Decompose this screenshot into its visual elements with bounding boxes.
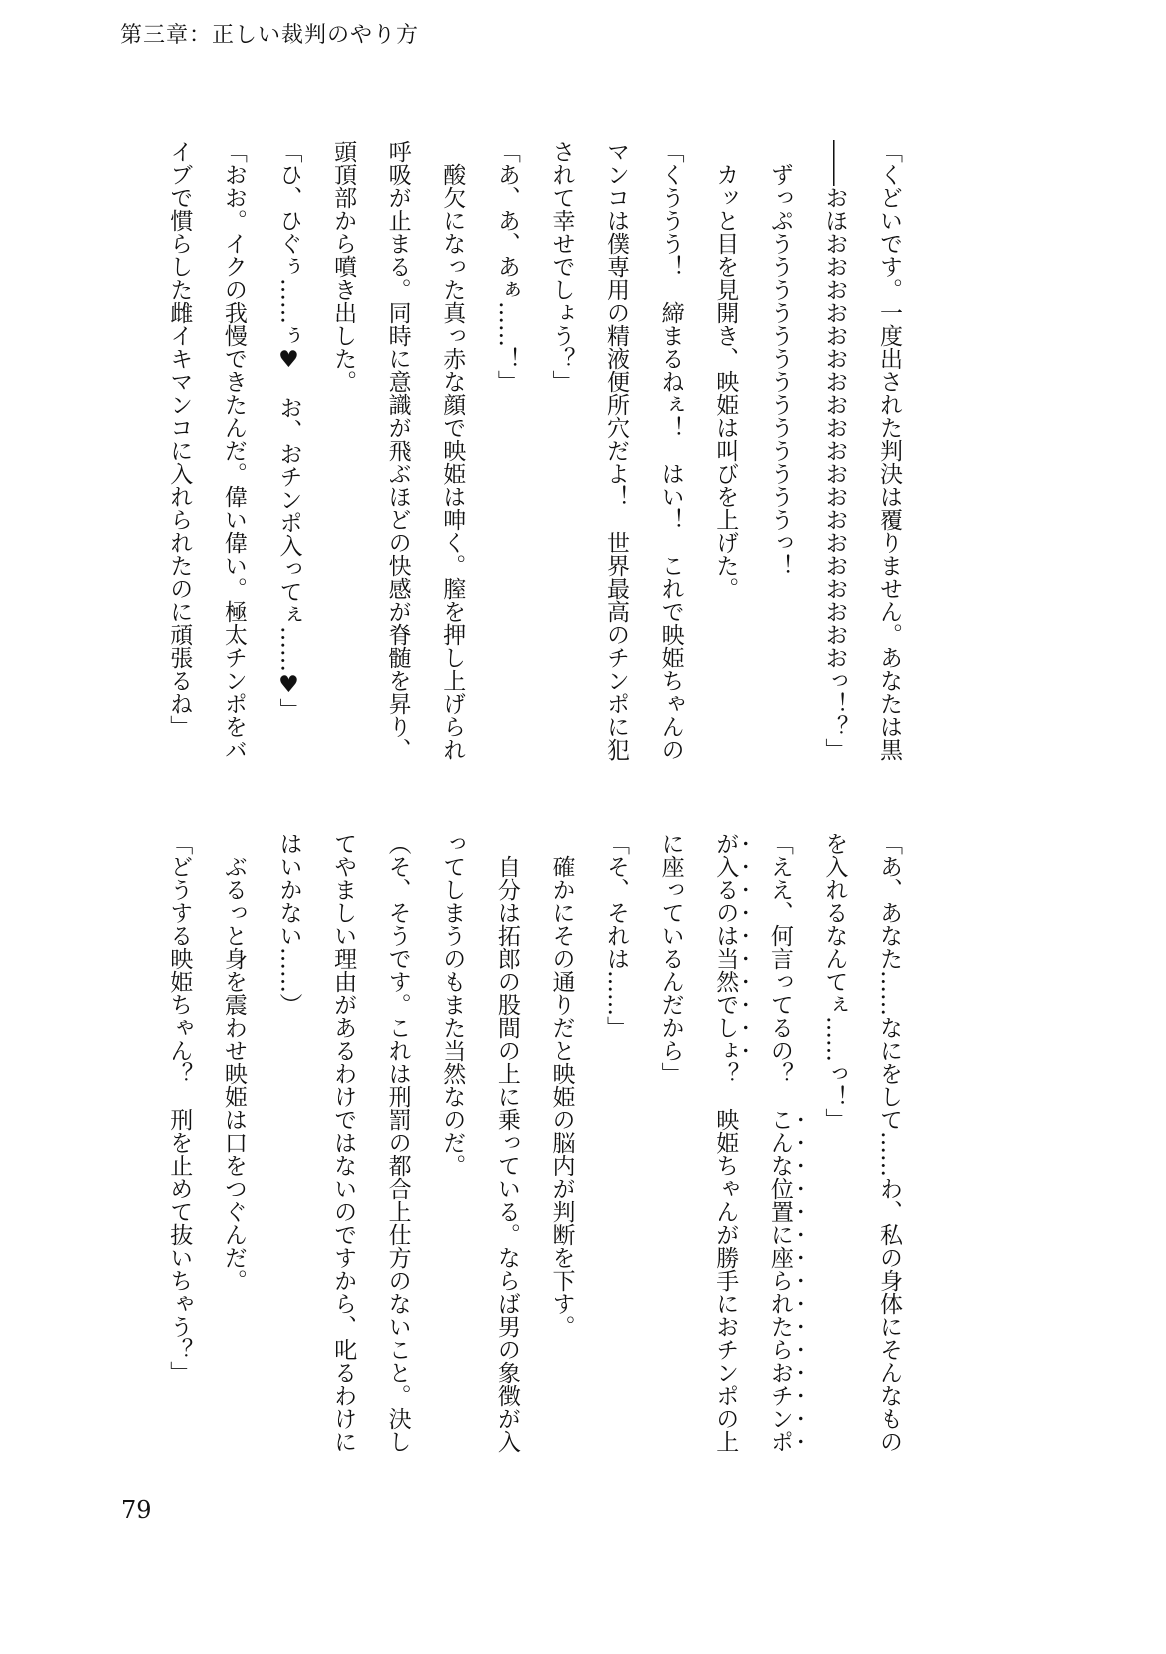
text-column: 酸欠になった真っ赤な顔で映姫は呻く。膣を押し上げられ (439, 140, 466, 761)
text-column: 「そ、それは……」 (603, 832, 630, 1039)
text-column: てやましい理由があるわけではないのですから、叱るわけに (330, 832, 357, 1453)
bottom-text-block (151, 832, 916, 1492)
text-column: ぶるっと身を震わせ映姫は口をつぐんだ。 (220, 832, 247, 1292)
text-column: を入れるなんてぇ……っ！」 (821, 832, 848, 1131)
text-column: カッと目を見開き、映姫は叫びを上げた。 (712, 140, 739, 600)
text-column: はいかない……） (275, 832, 302, 1016)
text-column: 「くううう！ 締まるねぇ！ はい！ これで映姫ちゃんの (657, 140, 684, 761)
text-column: 確かにその通りだと映姫の脳内が判断を下す。 (548, 832, 575, 1338)
text-column: 「あ、あなた……なにをして……わ、私の身体にそんなもの (876, 832, 902, 1453)
emphasized-text: が入るのは当然でしょ (712, 832, 739, 1062)
text-column: ずっぷうううううううううううううっ！ (766, 140, 793, 577)
running-header-chapter-title: 第三章：正しい裁判のやり方 (120, 23, 420, 48)
top-text-block (151, 140, 916, 800)
text-column: ――おほおおおおおおおおおおおおおおおおおおおっ！？」 (821, 140, 848, 761)
text-column: （そ、そうです。これは刑罰の都合上仕方のないこと。決し (384, 832, 411, 1453)
text-column: ってしまうのもまた当然なのだ。 (439, 832, 466, 1177)
text-column: 「どうする映姫ちゃん？ 刑を止めて抜いちゃう？」 (166, 832, 193, 1384)
text-column: マンコは僕専用の精液便所穴だよ！ 世界最高のチンポに犯 (603, 140, 630, 761)
text-column: 呼吸が止まる。同時に意識が飛ぶほどの快感が脊髄を昇り、 (384, 140, 411, 761)
page-number: 79 (121, 1496, 152, 1524)
text-column: イブで慣らした雌イキマンコに入れられたのに頑張るね」 (166, 140, 193, 738)
emphasized-text: こんな位置に座られたらおチンポ (766, 1108, 793, 1453)
text-column: 「くどいです。一度出された判決は覆りません。あなたは黒 (876, 140, 902, 761)
text-column: 頭頂部から噴き出した。 (330, 140, 357, 393)
text-column: に座っているんだから」 (657, 832, 684, 1085)
text-column: されて幸せでしょう？」 (548, 140, 575, 393)
text-column (698, 832, 753, 1492)
text-column: 「ひ、ひぐぅ……ぅ♥ お、おチンポ入ってぇ……♥」 (275, 140, 302, 721)
text-segment: ？ 映姫ちゃんが勝手におチンポの上 (712, 1062, 739, 1453)
text-column: 自分は拓郎の股間の上に乗っている。ならば男の象徴が入 (493, 832, 520, 1453)
text-column: 「あ、あ、あぁ……！」 (493, 140, 520, 393)
text-segment: 「ええ、何言ってるの？ (766, 832, 793, 1108)
text-column (752, 832, 807, 1492)
text-column: 「おお。イクの我慢できたんだ。偉い偉い。極太チンポをバ (220, 140, 247, 761)
